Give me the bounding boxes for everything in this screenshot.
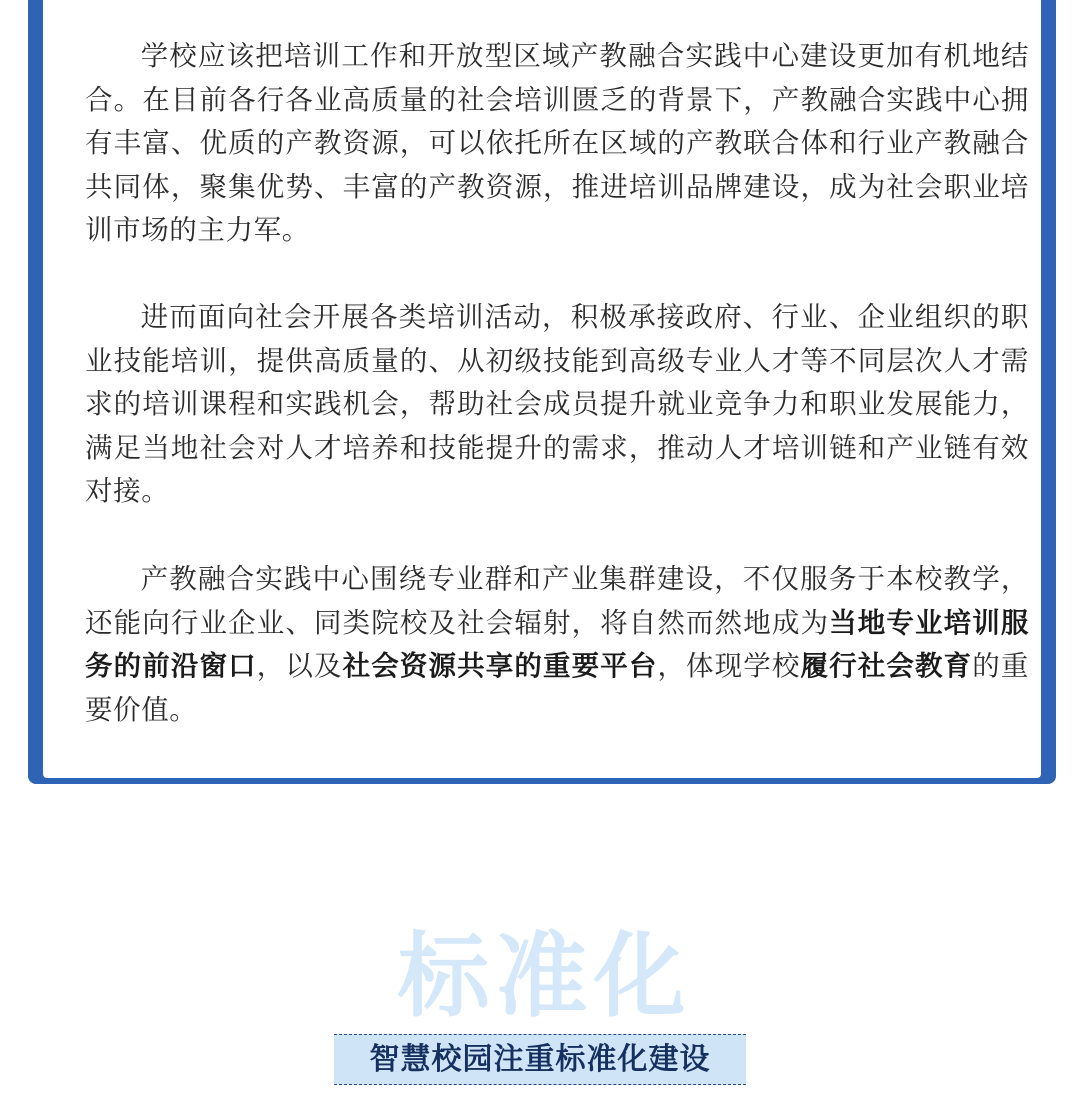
section-watermark-title: 标准化 (397, 923, 692, 1030)
paragraph-2 (85, 296, 1029, 514)
article-card-frame (28, 0, 1056, 784)
paragraph-3 (85, 558, 1029, 732)
paragraph-3-emphasis-3: 履行社会教育 (800, 650, 973, 682)
paragraph-3-emphasis-2: 社会资源共享的重要平台 (342, 650, 658, 682)
article-card-body (43, 0, 1041, 778)
paragraph-3-text-part4: 的重要价值。 (85, 650, 1030, 726)
paragraph-1-text: 学校应该把培训工作和开放型区域产教融合实践中心建设更加有机地结合。在目前各行各业高质量的社会培训匮乏的背景下，产教融合实践中心拥有丰富、优质的产教资源，可以依托所在区域的产教联合体和行业产教融合共同体，聚集优势、丰富的产教资源，推进培训品牌建设，成为社会职业培训市场的主力军。 (85, 40, 1029, 246)
section-subtitle: 智慧校园注重标准化建设 (369, 1042, 711, 1077)
section-subtitle-banner (334, 1034, 746, 1085)
paragraph-2-text: 进而面向社会开展各类培训活动，积极承接政府、行业、企业组织的职业技能培训，提供高质量的、从初级技能到高级专业人才等不同层次人才需求的培训课程和实践机会，帮助社会成员提升就业竞争力和职业发展能力，满足当地社会对人才培养和技能提升的需求，推动人才培训链和产业链有效对接。 (85, 301, 1029, 507)
paragraph-3-emphasis-1: 当地专业培训服务的前沿窗口 (85, 606, 1029, 682)
paragraph-3-text-part3: ，体现学校 (657, 650, 801, 682)
paragraph-3-text-part2: ，以及 (256, 650, 343, 682)
paragraph-3-text-part1: 产教融合实践中心围绕专业群和产业集群建设，不仅服务于本校教学，还能向行业企业、同类院校及社会辐射，将自然而然地成为 (85, 563, 1029, 639)
paragraph-1 (85, 35, 1029, 253)
